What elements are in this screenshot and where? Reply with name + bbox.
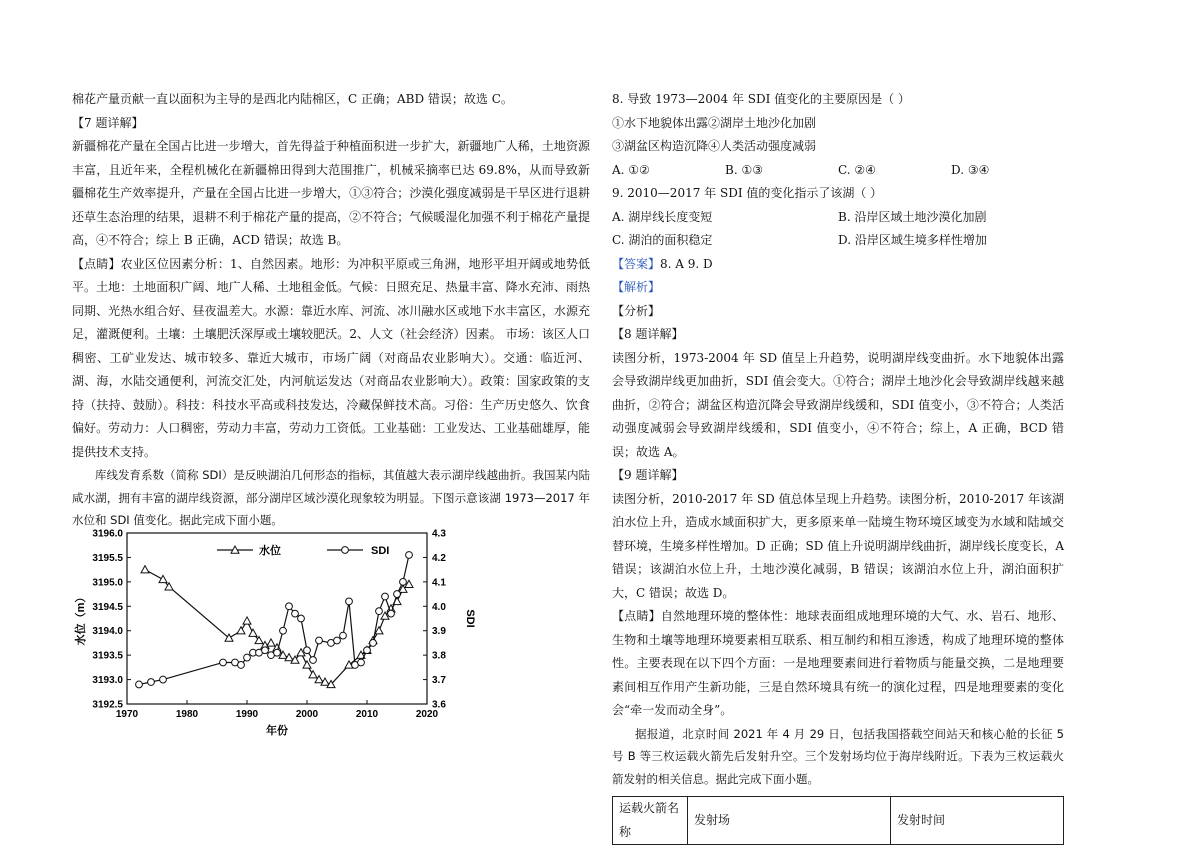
rocket-table: [612, 796, 1064, 845]
table-header-cell: 发射时间: [891, 797, 1064, 845]
y-left-tick-label: 3194.5: [92, 601, 123, 613]
x-tick-label: 2000: [295, 709, 319, 720]
sdi-point: [376, 608, 383, 615]
para-q7-explanation: 新疆棉花产量在全国占比进一步增大，首先得益于种植面积进一步扩大，新疆地广人稀，土地资源丰富，且近年来，全程机械化在新疆棉田得到大范围推广，机械采摘率已达 69.8%，从而导致新疆棉花生产效率提升，产量在全国占比进一步增大，①③符合；沙漠化强度减弱是干旱区进行退耕还草生态治理的结果，退耕不利于棉花产量的提高，②不符合；气候暖湿化加强不利于棉花产量提高，④不符合；综上 B 正确，ACD 错误；故选 B。: [72, 139, 590, 247]
x-axis-label: 年份: [266, 725, 288, 737]
sdi-point: [148, 679, 155, 686]
y-left-tick-label: 3195.0: [92, 577, 123, 589]
option-8a: A. ①②: [612, 162, 650, 177]
y-left-tick-label: 3195.5: [92, 552, 123, 564]
water-level-point: [159, 575, 167, 582]
question-8-items-a: ①水下地貌体出露②湖岸土地沙化加剧: [612, 115, 817, 130]
para-rocket-intro: 据报道，北京时间 2021 年 4 月 29 日，包括我国搭载空间站天和核心舱的长征 5 号 B 等三枚运载火箭先后发射升空。三个发射场均位于海岸线附近。下表为三枚运载火箭发射的相关信息。据此完成下面小题。: [612, 726, 1064, 786]
water-level-point: [237, 627, 245, 634]
y-left-tick-label: 3192.5: [92, 699, 123, 711]
sdi-point: [334, 637, 341, 644]
table-header-cell: 发射场: [688, 797, 891, 845]
x-tick-label: 2010: [355, 709, 379, 720]
heading-q9-detail: 【9 题详解】: [612, 468, 684, 482]
sdi-point: [262, 647, 269, 654]
para-q8-explanation: 读图分析，1973-2004 年 SD 值呈上升趋势，说明湖岸线变曲折。水下地貌体出露会导致湖岸线更加曲折，SDI 值会变大。①符合；湖岸土地沙化会导致湖岸线越来越曲折，②符合；湖盆区构造沉降会导致湖岸线缓和，SDI 值变小，③不符合；人类活动强度减弱会导致湖岸线缓和，SDI 值变小，④不符合；综上，A 正确，BCD 错误；故选 A。: [612, 350, 1064, 459]
sdi-point: [310, 657, 317, 664]
water-level-series-line: [145, 570, 409, 685]
y-left-tick-label: 3196.0: [92, 528, 123, 540]
question-9-options-row2: [612, 229, 1064, 253]
y-right-tick-label: 4.3: [432, 528, 446, 540]
right-column: [612, 88, 1064, 845]
x-tick-label: 1990: [235, 709, 259, 720]
sdi-point: [280, 627, 287, 634]
option-9a: A. 湖岸线长度变短: [612, 209, 713, 224]
water-level-point: [243, 617, 251, 624]
y-left-tick-label: 3194.0: [92, 626, 123, 638]
para-q9-explanation: 读图分析，2010-2017 年 SD 值总体呈现上升趋势。读图分析，2010-2017 年该湖泊水位上升，造成水域面积扩大，更多原来单一陆境生物环境区域变为水域和陆域交替环境，生境多样性增加。D 正确；SD 值上升说明湖岸线曲折，湖岸线长度变长，A 错误；该湖泊水位上升，土地沙漠化减弱，B 错误；该湖泊水位上升，湖泊面积扩大，C 错误；故选 D。: [612, 491, 1064, 600]
para-key-point-geography: 【点睛】自然地理环境的整体性：地球表面组成地理环境的大气、水、岩石、地形、生物和土壤等地理环境要素相互联系、相互制约和相互渗透，构成了地理环境的整体性。主要表现在以下四个方面：一是地理要素间进行着物质与能量交换，二是地理要素间相互作用产生新功能，三是自然环境具有统一的演化过程，四是地理要素的变化会“牵一发而动全身”。: [612, 609, 1064, 717]
sdi-point: [406, 552, 413, 559]
question-8: 8. 导致 1973—2004 年 SDI 值变化的主要原因是（ ）: [612, 92, 910, 106]
water-level-point: [309, 671, 317, 678]
sdi-point: [364, 647, 371, 654]
sdi-point: [244, 654, 251, 661]
y-right-tick-label: 3.6: [432, 699, 446, 711]
sdi-point: [346, 598, 353, 605]
question-8-options: [612, 159, 1064, 183]
x-tick-label: 2020: [415, 709, 439, 720]
x-tick-label: 1970: [115, 709, 139, 720]
y-left-tick-label: 3193.5: [92, 650, 123, 662]
y-left-axis-label: 水位（m）: [75, 591, 87, 646]
option-8b: B. ①③: [725, 162, 763, 177]
y-right-tick-label: 3.9: [432, 626, 446, 638]
sdi-point: [292, 610, 299, 617]
y-right-axis-label: SDI: [464, 609, 476, 628]
answer-text: 8. A 9. D: [660, 256, 713, 271]
legend-sdi-label: SDI: [371, 545, 390, 557]
question-8-items-b: ③湖盆区构造沉降④人类活动强度减弱: [612, 139, 817, 153]
y-right-tick-label: 4.1: [432, 577, 446, 589]
option-9d: D. 沿岸区域生境多样性增加: [838, 233, 987, 247]
heading-q7-detail: 【7 题详解】: [72, 115, 144, 130]
lake-level-sdi-chart: [72, 517, 476, 747]
sdi-point: [358, 659, 365, 666]
y-right-tick-label: 3.7: [432, 675, 446, 687]
sdi-point: [400, 578, 407, 585]
legend-water-level-label: 水位: [259, 545, 281, 557]
sdi-point: [160, 676, 167, 683]
sdi-point: [274, 649, 281, 656]
sdi-point: [304, 647, 311, 654]
y-right-tick-label: 3.8: [432, 650, 446, 662]
y-right-tick-label: 4.2: [432, 552, 446, 564]
x-tick-label: 1980: [175, 709, 199, 720]
question-9-options-row1: [612, 206, 1064, 230]
answer-tag: 【答案】: [612, 256, 661, 271]
answer-line: [612, 253, 1064, 277]
para-cotton-answer: 棉花产量贡献一直以面积为主导的是西北内陆棉区，C 正确；ABD 错误；故选 C。: [72, 92, 513, 106]
y-left-tick-label: 3193.0: [92, 675, 123, 687]
option-8c: C. ②④: [838, 162, 876, 177]
option-9c: C. 湖泊的面积稳定: [612, 233, 713, 247]
sdi-point: [316, 637, 323, 644]
para-key-point-agriculture: 【点睛】农业区位因素分析：1、自然因素。地形：为冲积平原或三角洲，地形平坦开阔或地势低平。土地：土地面积广阔、地广人稀、土地租金低。气候：日照充足、热量丰富、降水充沛、雨热同期、光热水组合好、昼夜温差大。水源：靠近水库、河流、冰川融水区或地下水丰富区，水源充足，灌溉便利。土壤：土壤肥沃深厚或土壤较肥沃。2、人文（社会经济）因素。 市场：该区人口稠密、工矿业发达、城市较多、靠近大城市，市场广阔（对商品农业影响大）。交通：临近河、湖、海，水陆交通便利，河流交汇处，内河航运发达（对商品农业影响大）。政策：国家政策的支持（扶持、鼓励）。科技：科技水平高或科技发达，冷藏保鲜技术高。习俗：生产历史悠久、饮食偏好。劳动力：人口稠密，劳动力丰富，劳动力工资低。工业基础：工业发达、工业基础雄厚，能提供技术支持。: [72, 256, 590, 459]
legend-sdi-marker: [342, 547, 349, 554]
question-9: 9. 2010—2017 年 SDI 值的变化指示了该湖（ ）: [612, 186, 883, 200]
sdi-point: [370, 640, 377, 647]
para-lake-intro: 库线发育系数（简称 SDI）是反映湖泊几何形态的指标，其值越大表示湖岸线越曲折。我国某内陆咸水湖，拥有丰富的湖岸线资源，部分湖岸区域沙漠化现象较为明显。下图示意该湖 1973—2017 年水位和 SDI 值变化。据此完成下面小题。: [72, 468, 590, 527]
sdi-point: [238, 662, 245, 669]
sdi-point: [388, 610, 395, 617]
sdi-point: [394, 591, 401, 598]
sdi-point: [340, 632, 347, 639]
option-9b: B. 沿岸区域土地沙漠化加剧: [838, 209, 987, 224]
sdi-point: [298, 615, 305, 622]
sdi-point: [382, 593, 389, 600]
water-level-point: [249, 629, 257, 636]
y-right-tick-label: 4.0: [432, 601, 446, 613]
water-level-point: [267, 639, 275, 646]
table-header-cell: 运载火箭名称: [613, 797, 688, 845]
sdi-series-line: [139, 555, 409, 684]
table-header-row: [613, 797, 1064, 845]
water-level-point: [141, 566, 149, 573]
heading-analysis: 【分析】: [612, 303, 661, 318]
option-8d: D. ③④: [951, 162, 990, 177]
analysis-tag: 【解析】: [612, 280, 661, 294]
sdi-point: [220, 659, 227, 666]
sdi-point: [136, 681, 143, 688]
left-column: [72, 88, 590, 532]
heading-q8-detail: 【8 题详解】: [612, 327, 684, 341]
sdi-point: [286, 603, 293, 610]
